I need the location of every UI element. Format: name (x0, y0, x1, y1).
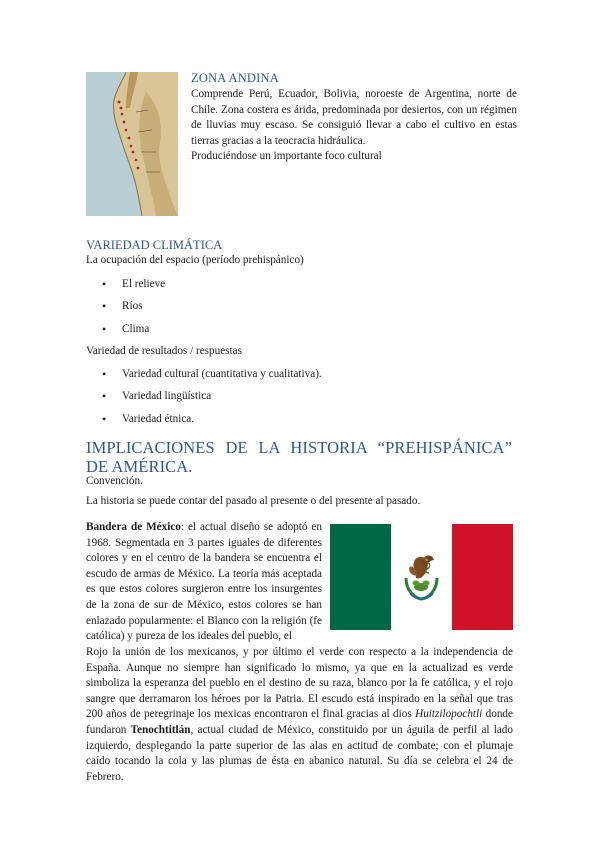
city-name: Tenochtitlán (130, 723, 191, 736)
andean-map-image (86, 72, 178, 216)
zona-andina-body: Comprende Perú, Ecuador, Bolivia, noroeste de Argentina, norte de Chile. Zona costera es árida, predominada por desiertos, con un régimen de lluvias muy escaso. Se consiguió llevar a cabo el cultivo en estas tierras gracias a la teocracia hidráulica. (191, 88, 517, 147)
historia-text: La historia se puede contar del pasado al presente o del presente al pasado. (86, 495, 421, 507)
god-name: Huitzilopochtli (415, 708, 483, 721)
list-item: • Ríos (86, 298, 165, 320)
bandera-paragraph (86, 520, 322, 645)
variedad-intro: La ocupación del espacio (período prehispánico) (86, 254, 304, 266)
list-item: • El relieve (86, 276, 165, 298)
list-item: • Variedad lingüística (86, 388, 322, 410)
list-item: • Clima (86, 321, 165, 343)
list-item: • Variedad étnica. (86, 411, 322, 433)
bandera-text-1: : el actual diseño se adoptó en 1968. Segmentada en 3 partes iguales de diferentes colores y en el centro de la bandera se encuentra el escudo de armas de México. La teoría más aceptada es que estos colores surgieron entre los insurgentes de la zona de sur de México, estos colores se han enlazado popularmente: el Blanco con la religión (fe católica) y pureza de los ideales del pueblo, el (86, 521, 322, 643)
results-list (86, 366, 322, 433)
zona-andina-extra: Produciéndose un importante foco cultural (191, 150, 382, 162)
factors-list (86, 276, 165, 343)
mexico-flag-image (330, 524, 513, 630)
bandera-label: Bandera de México (86, 521, 181, 533)
variedad-title: VARIEDAD CLIMÁTICA (86, 238, 223, 252)
bandera-text-2: Rojo la unión de los mexicanos, y por último el verde con respecto a la independencia de España. Aunque no siempre han significado lo mismo, ya que en la actualizad es verde simboliza la esperanza del pueblo en el destino de su raza, blanco por la fe católica, y el rojo sangre que derramaron los héroes por la Patria. El escudo está inspirado en la señal que tras 200 años de peregrinaje los mexicas encontraron el final gracias al dios (86, 646, 513, 721)
implicaciones-title: IMPLICACIONES DE LA HISTORIA “PREHISPÁNICA” DE AMÉRICA. (86, 438, 512, 476)
convencion-text: Convención. (86, 475, 143, 487)
bandera-paragraph-continued (86, 645, 513, 785)
bandera-text-3: donde fundaron (86, 708, 513, 736)
variedad-results: Variedad de resultados / respuestas (86, 345, 242, 357)
list-item: • Variedad cultural (cuantitativa y cualitativa). (86, 366, 322, 388)
zona-andina-title: ZONA ANDINA (191, 71, 279, 85)
bandera-text-4: , actual ciudad de México, constituido por un águila de perfil al lado izquierdo, desplegando la parte superior de las alas en actitud de combate; con el plumaje caído tocando la cola y las plumas de ésta en abanico natural. Su día se celebra el 24 de Febrero. (86, 723, 513, 783)
